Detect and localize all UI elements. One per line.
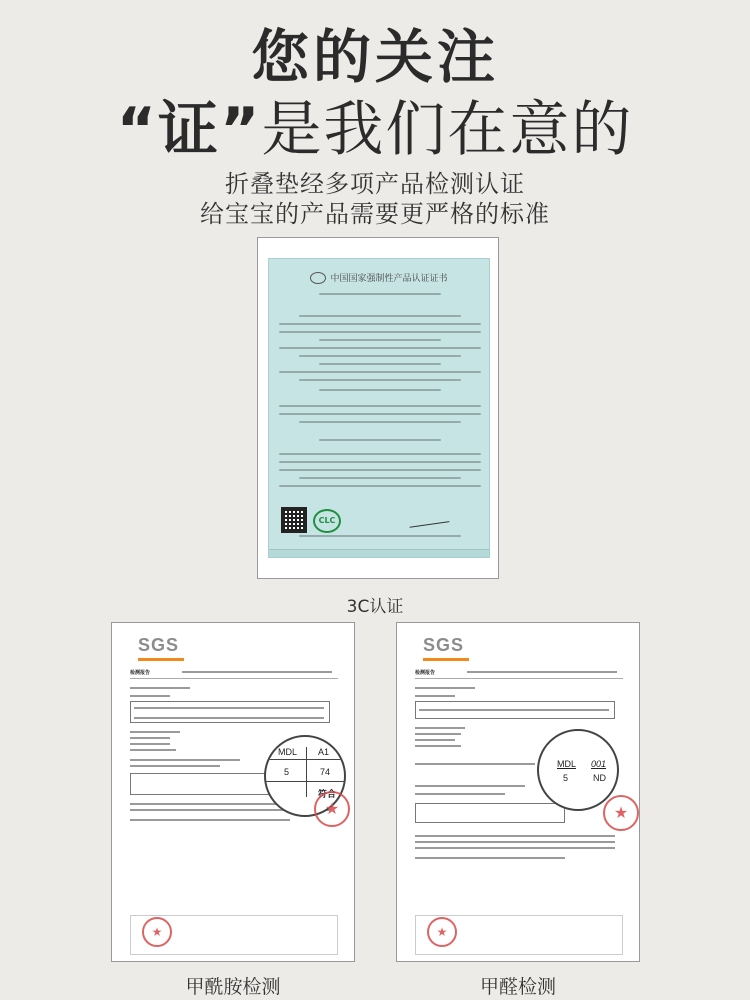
red-stamp-icon: ★	[603, 795, 639, 831]
magnifier-callout	[537, 729, 619, 811]
sgs-logo-underline	[138, 658, 184, 661]
cert-text-line	[319, 293, 441, 295]
red-stamp-icon: ★	[142, 917, 172, 947]
cert-text-line	[279, 453, 481, 455]
certificate-title: 中国国家强制性产品认证证书	[330, 274, 448, 284]
headline-quoted-word: “证”	[116, 95, 262, 165]
cert-text-line	[319, 389, 441, 391]
result-table	[415, 803, 565, 823]
qr-code-icon	[281, 507, 307, 533]
report-text-line	[415, 793, 505, 795]
report-divider	[415, 678, 623, 679]
report-text-line	[130, 749, 176, 751]
caption-3c: 3C认证	[346, 597, 404, 617]
report-divider	[130, 678, 338, 679]
cert-text-line	[299, 379, 461, 381]
certificate-header	[269, 267, 489, 286]
mdl-value: 5	[563, 773, 569, 783]
report-text-line	[130, 731, 180, 733]
report-text-line	[415, 733, 461, 735]
report-text-line	[415, 847, 615, 849]
report-text-line	[415, 739, 455, 741]
cert-text-line	[279, 371, 481, 373]
report-text-line	[467, 671, 617, 673]
report-text-line	[134, 707, 324, 709]
cert-text-line	[279, 323, 481, 325]
cert-text-line	[319, 439, 441, 441]
ccc-logo-icon	[310, 272, 326, 284]
headline-rest: 是我们在意的	[261, 95, 634, 165]
subtitle-line2: 给宝宝的产品需要更严格的标准	[200, 200, 550, 228]
cert-text-line	[279, 469, 481, 471]
mdl-header: MDL	[557, 759, 577, 769]
cert-text-line	[299, 477, 461, 479]
headline-line2	[0, 82, 750, 168]
mag-divider	[306, 747, 307, 797]
caption-formamide: 甲酰胺检测	[185, 976, 281, 998]
report-text-line	[130, 737, 170, 739]
cert-text-line	[299, 535, 461, 537]
cert-text-line	[279, 461, 481, 463]
report-text-line	[415, 727, 465, 729]
report-text-line	[130, 759, 240, 761]
signature	[409, 514, 450, 527]
certificate-footer	[269, 549, 489, 557]
sgs-report-formamide	[111, 622, 355, 962]
subtitle-line1: 折叠垫经多项产品检测认证	[225, 170, 525, 198]
report-title: 检测报告	[130, 670, 151, 676]
sgs-logo-underline	[423, 658, 469, 661]
report-text-line	[415, 857, 565, 859]
clc-seal: CLC	[313, 509, 341, 533]
cert-text-line	[279, 405, 481, 407]
verdict-pass: 符合	[318, 789, 337, 799]
red-stamp-icon: ★	[427, 917, 457, 947]
cert-text-line	[299, 355, 461, 357]
report-table	[130, 701, 330, 723]
report-text-line	[415, 695, 455, 697]
report-text-line	[415, 841, 615, 843]
headline-line1: 您的关注	[250, 23, 499, 91]
sgs-logo: SGS	[138, 635, 180, 655]
red-stamp-icon: ★	[314, 791, 350, 827]
report-text-line	[415, 687, 475, 689]
cert-text-line	[299, 315, 461, 317]
caption-formaldehyde: 甲醛检测	[479, 976, 556, 998]
report-text-line	[415, 763, 535, 765]
cert-text-line	[299, 421, 461, 423]
result-value: ND	[593, 773, 606, 783]
certificate-body	[268, 258, 490, 558]
report-text-line	[415, 745, 461, 747]
sgs-report-formaldehyde	[396, 622, 640, 962]
3c-certificate	[257, 237, 499, 579]
report-text-line	[419, 709, 609, 711]
mdl-header: MDL	[278, 747, 298, 757]
sgs-logo: SGS	[423, 635, 465, 655]
sample-header: 001	[591, 759, 607, 769]
cert-text-line	[279, 485, 481, 487]
report-text-line	[415, 835, 615, 837]
cert-text-line	[279, 347, 481, 349]
report-text-line	[130, 819, 290, 821]
report-title: 检测报告	[415, 670, 436, 676]
a1-value: 74	[320, 767, 331, 777]
cert-text-line	[319, 363, 441, 365]
cert-text-line	[279, 413, 481, 415]
report-text-line	[415, 785, 525, 787]
report-text-line	[130, 743, 170, 745]
report-text-line	[130, 695, 170, 697]
mdl-value: 5	[284, 767, 290, 777]
a1-header: A1	[318, 747, 330, 757]
cert-text-line	[279, 331, 481, 333]
report-text-line	[130, 687, 190, 689]
cert-text-line	[319, 339, 441, 341]
report-text-line	[134, 717, 324, 719]
report-text-line	[182, 671, 332, 673]
report-text-line	[130, 765, 220, 767]
